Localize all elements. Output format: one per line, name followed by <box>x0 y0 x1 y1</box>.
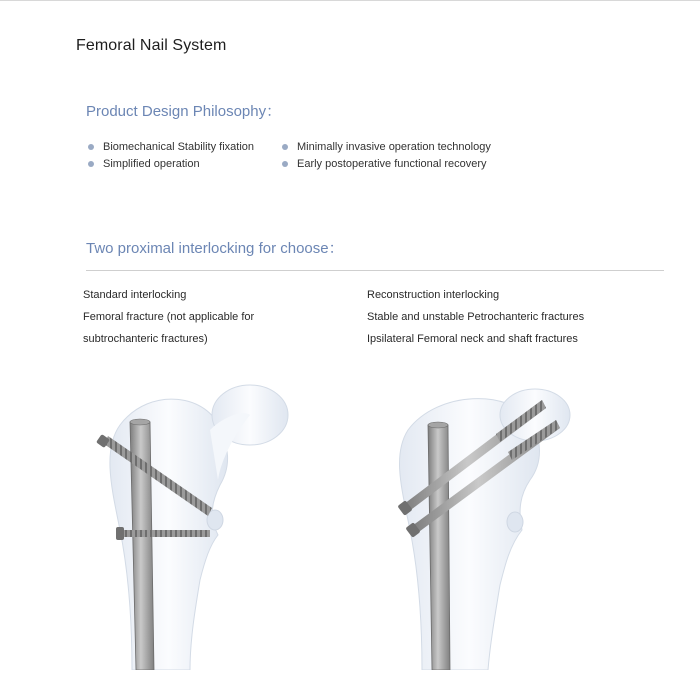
standard-interlocking-description <box>83 284 254 350</box>
reconstruction-line: Ipsilateral Femoral neck and shaft fractures <box>367 333 578 345</box>
standard-line: subtrochanteric fractures) <box>83 333 208 345</box>
page-title: Femoral Nail System <box>76 37 227 54</box>
top-rule <box>0 0 700 1</box>
standard-line: Femoral fracture (not applicable for <box>83 311 255 323</box>
section-divider <box>86 270 664 271</box>
bullet-dot-icon <box>88 161 94 167</box>
bullet-item <box>88 156 254 173</box>
femur-reconstruction-interlocking-illustration <box>360 370 610 670</box>
femur-standard-interlocking-illustration <box>60 370 310 670</box>
interlocking-heading: Two proximal interlocking for choose： <box>86 240 344 257</box>
reconstruction-interlocking-description <box>367 284 584 350</box>
bullet-dot-icon <box>282 161 288 167</box>
bullet-item <box>282 139 491 156</box>
standard-title: Standard interlocking <box>83 289 187 301</box>
bullet-text: Biomechanical Stability fixation <box>103 141 255 153</box>
philosophy-bullets-left <box>88 139 254 173</box>
reconstruction-line: Stable and unstable Petrochanteric fractures <box>367 311 585 323</box>
bullet-text: Early postoperative functional recovery <box>297 158 487 170</box>
bullet-dot-icon <box>88 144 94 150</box>
bullet-dot-icon <box>282 144 288 150</box>
bullet-item <box>282 156 491 173</box>
bullet-item <box>88 139 254 156</box>
philosophy-bullets-right <box>282 139 491 173</box>
reconstruction-title: Reconstruction interlocking <box>367 289 500 301</box>
bullet-text: Simplified operation <box>103 158 200 170</box>
intramedullary-nail-right <box>428 422 450 670</box>
philosophy-heading: Product Design Philosophy： <box>86 103 282 120</box>
bullet-text: Minimally invasive operation technology <box>297 141 491 153</box>
